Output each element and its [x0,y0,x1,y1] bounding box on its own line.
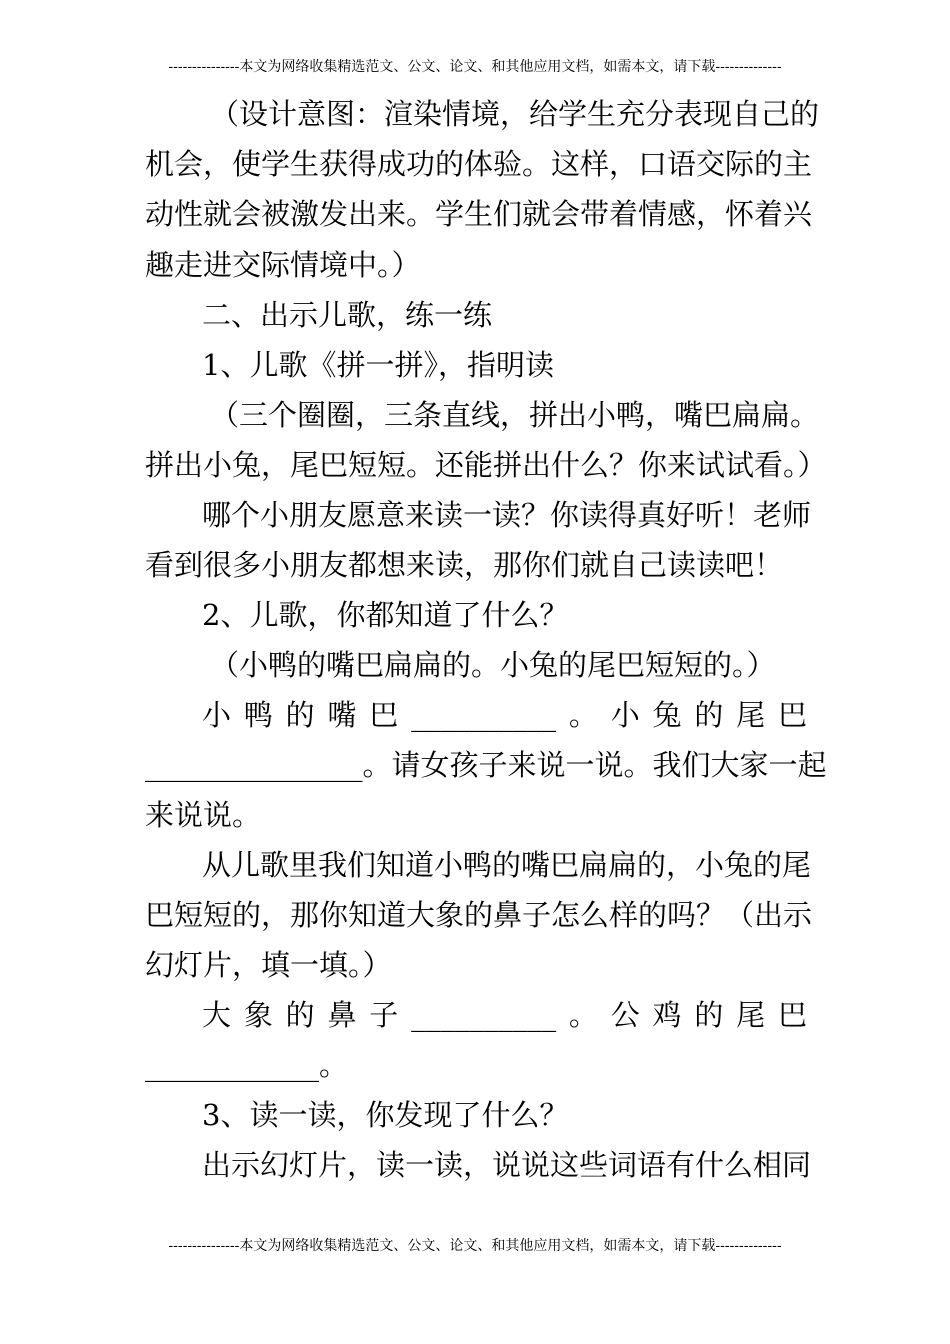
text-line: 机会，使学生获得成功的体验。这样，口语交际的主 [145,147,813,181]
page-footer: ---------------本文为网络收集精选范文、公文、论文、和其他应用文档，如需本文，请下载-------------- [168,1238,782,1254]
text-line: （三个圈圈，三条直线，拼出小鸭，嘴巴扁扁。 [210,398,820,432]
text-line: 看到很多小朋友都想来读，那你们就自己读读吧！ [145,548,784,582]
text-line: 哪个小朋友愿意来读一读？你读得真好听！老师 [202,498,812,532]
text-line: 幻灯片，填一填。） [145,948,392,982]
item-heading: 1、儿歌《拼一拼》，指明读 [202,348,554,382]
text-line: 来说说。 [145,798,262,832]
text-line: 巴短短的，那你知道大象的鼻子怎么样的吗？（出示 [145,898,813,932]
text-line: 出示幻灯片，读一读，说说这些词语有什么相同 [202,1148,812,1182]
fill-blank-line: 小鸭的嘴巴__________。小兔的尾巴 [202,698,807,732]
section-heading: 二、出示儿歌，练一练 [202,298,493,332]
item-heading: 2、儿歌，你都知道了什么？ [202,598,569,632]
text-line: 拼出小兔，尾巴短短。还能拼出什么？你来试试看。） [145,448,827,482]
text-line: （设计意图：渲染情境，给学生充分表现自己的 [210,97,820,131]
fill-blank-line: 大象的鼻子__________。公鸡的尾巴 [202,998,807,1032]
item-heading: 3、读一读，你发现了什么？ [202,1098,569,1132]
text-line: （小鸭的嘴巴扁扁的。小兔的尾巴短短的。） [210,648,776,682]
text-line: 趣走进交际情境中。） [145,248,421,282]
page-header: ---------------本文为网络收集精选范文、公文、论文、和其他应用文档，如需本文，请下载-------------- [168,59,782,75]
text-line: 动性就会被激发出来。学生们就会带着情感，怀着兴 [145,197,813,231]
text-line: 从儿歌里我们知道小鸭的嘴巴扁扁的，小兔的尾 [202,848,812,882]
fill-blank-line: ____________。 [145,1048,349,1082]
fill-blank-line: _______________。请女孩子来说一说。我们大家一起 [145,748,827,782]
